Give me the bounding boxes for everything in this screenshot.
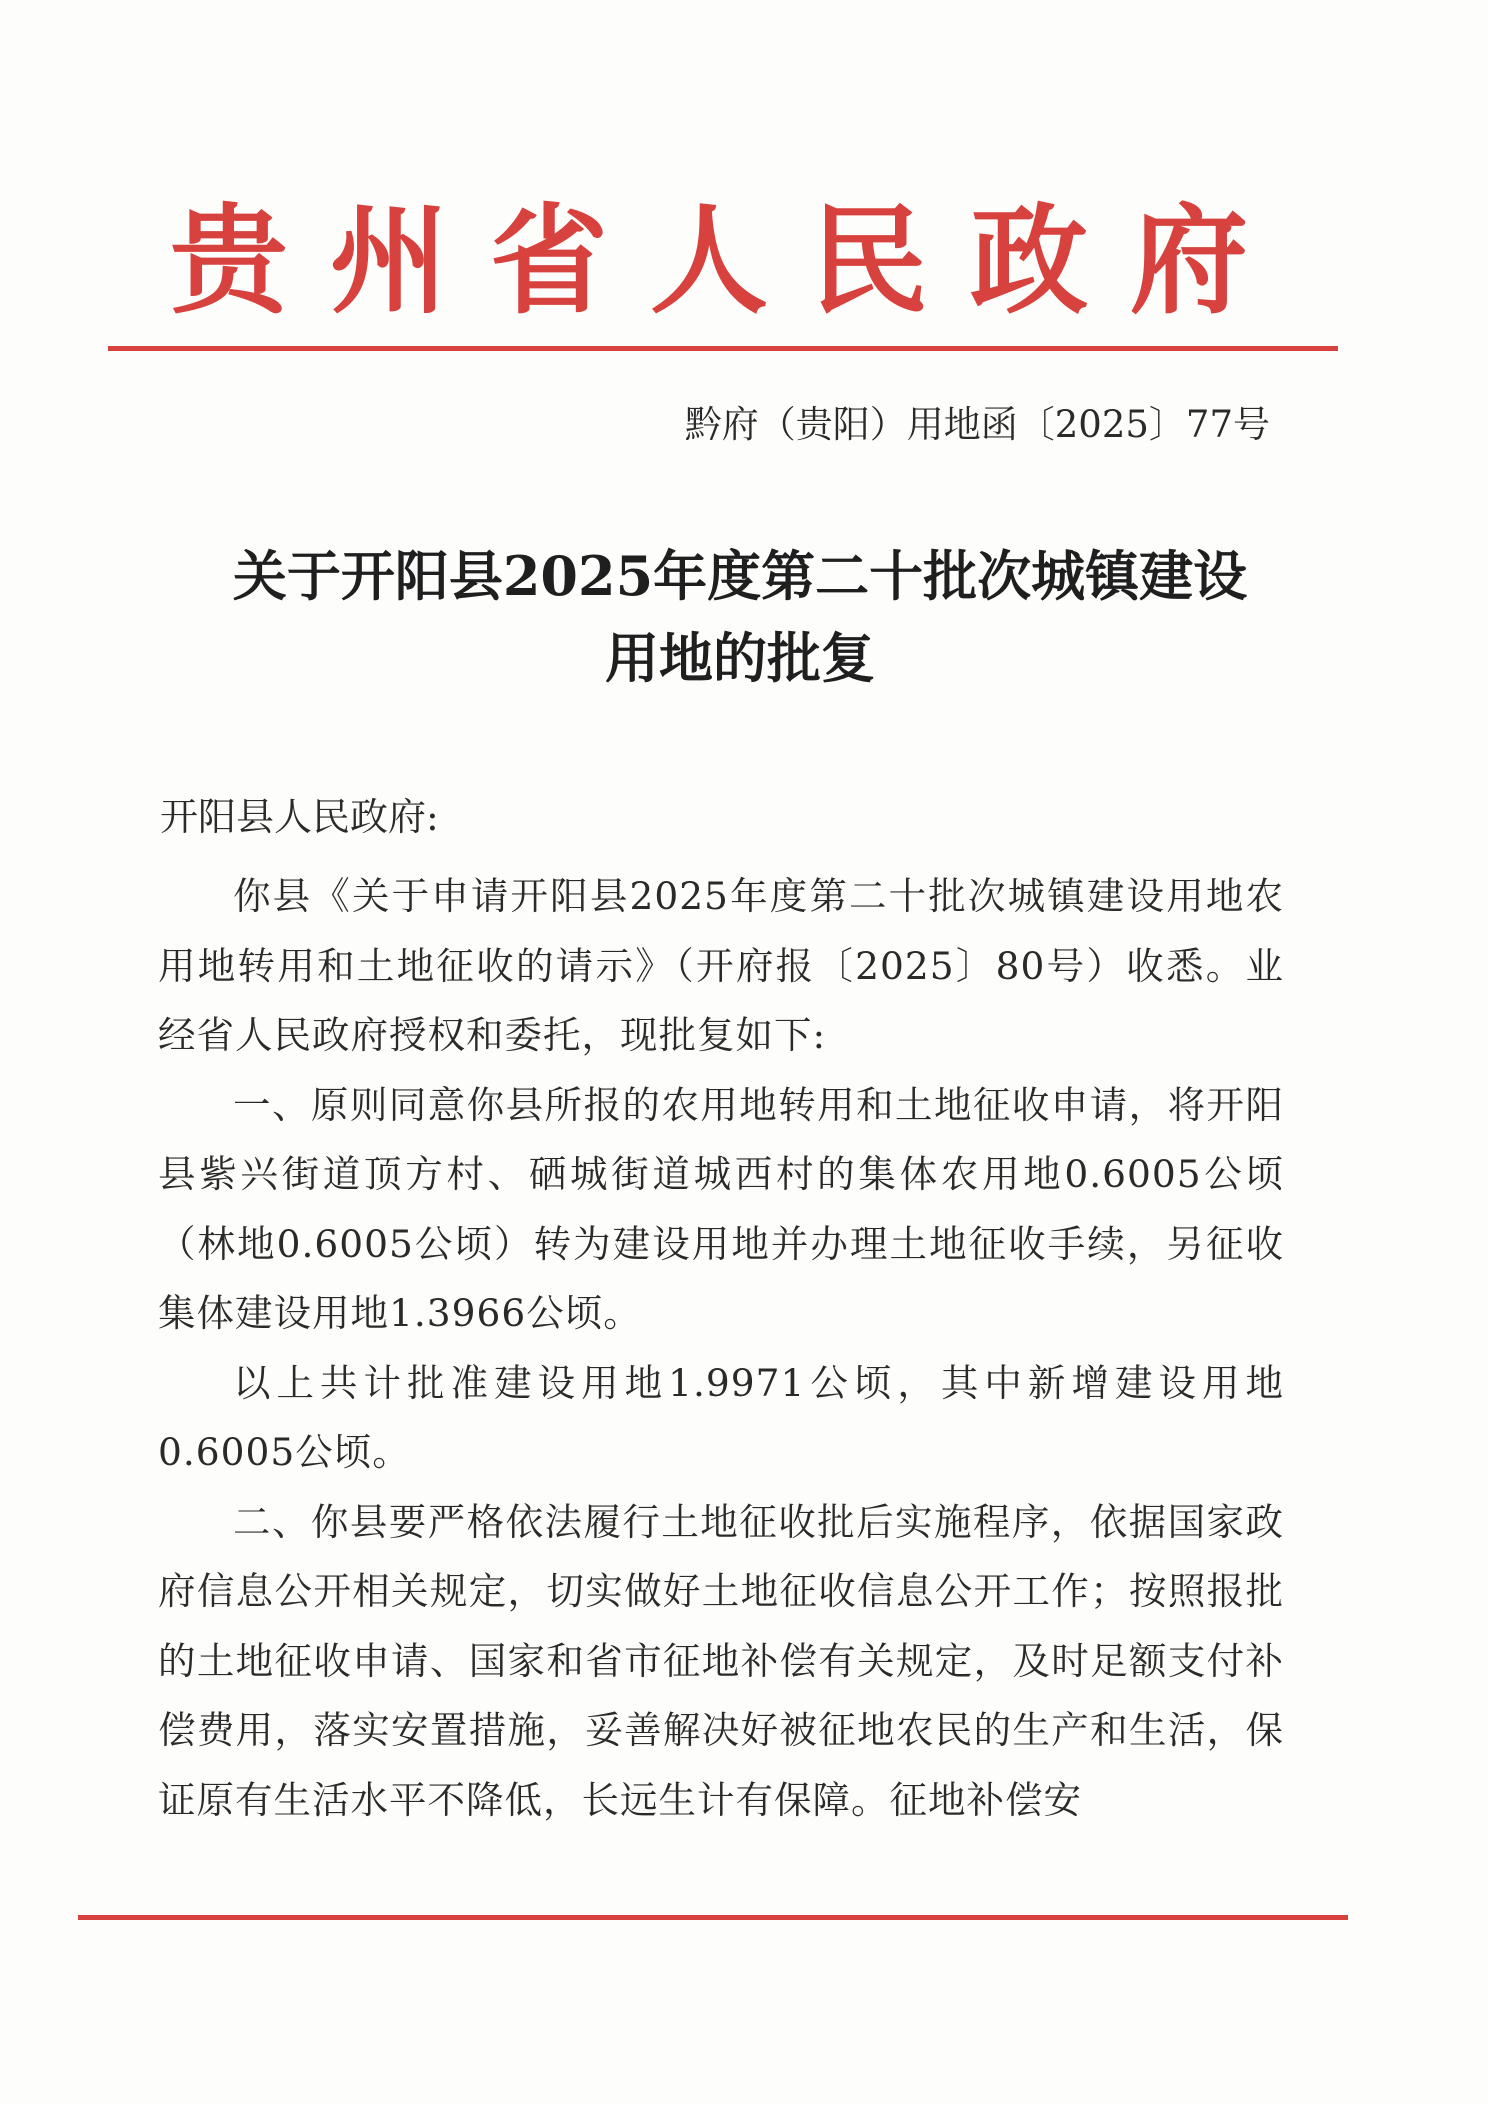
salutation: 开阳县人民政府:: [160, 795, 439, 839]
footer-divider: [78, 1915, 1348, 1920]
body-paragraph: 二、你县要严格依法履行土地征收批后实施程序，依据国家政府信息公开相关规定，切实做好土地征收信息公开工作；按照报批的土地征收申请、国家和省市征地补偿有关规定，及时足额支付补偿费用，落实安置措施，妥善解决好被征地农民的生产和生活，保证原有生活水平不降低，长远生计有保障。征地补偿安: [158, 1499, 1284, 1822]
body-paragraph: 以上共计批准建设用地1.9971公顷，其中新增建设用地0.6005公顷。: [158, 1360, 1284, 1474]
document-body: [158, 862, 1284, 1835]
header-divider: [108, 346, 1338, 351]
body-paragraph: 一、原则同意你县所报的农用地转用和土地征收申请，将开阳县紫兴街道顶方村、硒城街道城西村的集体农用地0.6005公顷（林地0.6005公顷）转为建设用地并办理土地征收手续，另征收集体建设用地1.3966公顷。: [158, 1082, 1284, 1335]
document-title-line-1: 关于开阳县2025年度第二十批次城镇建设: [232, 544, 1248, 608]
issuer-header: 贵州省人民政府: [170, 191, 1291, 330]
body-paragraph: 你县《关于申请开阳县2025年度第二十批次城镇建设用地农用地转用和土地征收的请示》（开府报〔2025〕80号）收悉。业经省人民政府授权和委托，现批复如下:: [158, 874, 1284, 1057]
document-title-line-2: 用地的批复: [605, 626, 875, 690]
document-number: 黔府（贵阳）用地函〔2025〕77号: [684, 403, 1270, 446]
